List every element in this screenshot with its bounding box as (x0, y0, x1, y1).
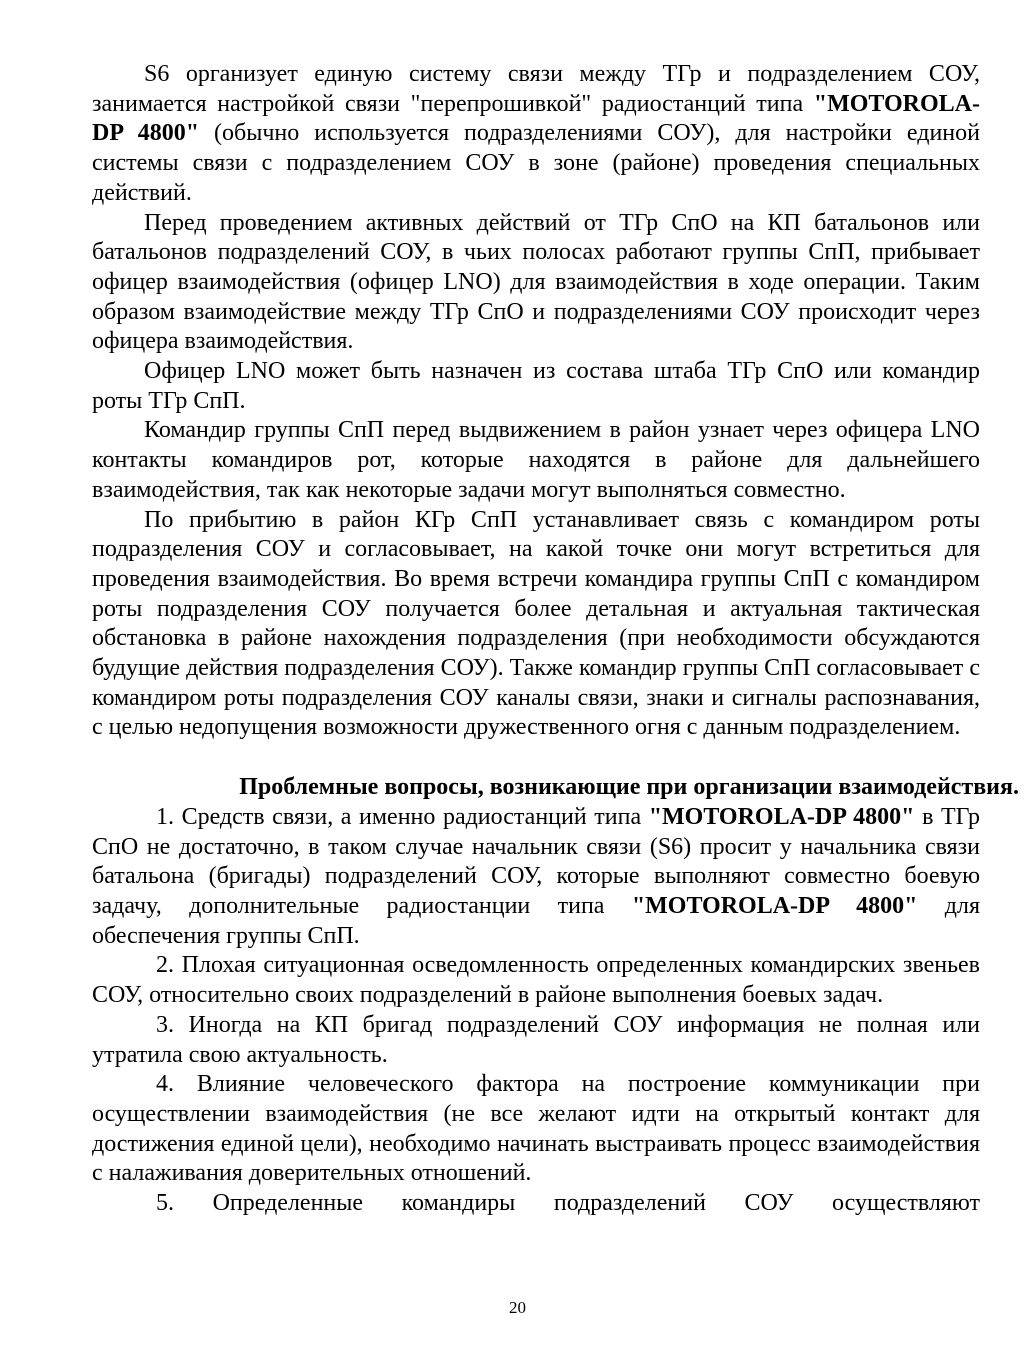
list-item-number: 1. (156, 803, 174, 830)
list-item-text: Иногда на КП бригад подразделений СОУ информация не полная или утратила свою актуальность. (92, 1011, 980, 1068)
paragraph-s6-communication (92, 60, 980, 209)
list-item-text: в ТГр СпО не достаточно, в таком случае начальник связи (S6) просит у начальника связи батальона (бригады) подразделений СОУ, которые выполняют совместно боевую задачу, дополнительные радиостанции типа (92, 803, 981, 919)
list-item-text: Влияние человеческого фактора на построение коммуникации при осуществлении взаимодействия (не все желают идти на открытый контакт для достижения единой цели), необходимо начинать выстраивать процесс взаимодействия с налаживания доверительных отношений. (92, 1071, 980, 1187)
list-item (92, 1011, 980, 1070)
paragraph-text: По прибытию в район КГр СпП устанавливает связь с командиром роты подразделения СОУ и согласовывает, на какой точке они могут встретиться для проведения взаимодействия. Во время встречи командира группы СпП с командиром роты подразделения СОУ получается более детальная и актуальная тактическая обстановка в районе нахождения подразделения (при необходимости обсуждаются будущие действия подразделения СОУ). Также командир группы СпП согласовывает с командиром роты подразделения СОУ каналы связи, знаки и сигналы распознавания, с целью недопущения возможности дружественного огня с данным подразделением. (92, 506, 980, 741)
list-item-text: Плохая ситуационная осведомленность определенных командирских звеньев СОУ, относительно своих подразделений в районе выполнения боевых задач. (92, 952, 980, 1009)
list-item (92, 1189, 980, 1219)
paragraph-text: Перед проведением активных действий от ТГр СпО на КП батальонов или батальонов подразделений СОУ, в чьих полосах работают группы СпП, прибывает офицер взаимодействия (офицер LNO) для взаимодействия в ходе операции. Таким образом взаимодействие между ТГр СпО и подразделениями СОУ происходит через офицера взаимодействия. (92, 209, 980, 355)
page-number: 20 (509, 1298, 526, 1317)
list-item (92, 803, 980, 952)
paragraph-lno-officer-arrival (92, 209, 980, 358)
paragraph-group-commander-contacts (92, 416, 980, 505)
list-item (92, 1070, 980, 1189)
document-body (92, 60, 1019, 1219)
paragraph-text: Офицер LNO может быть назначен из состава штаба ТГр СпО или командир роты ТГр СпП. (92, 358, 980, 414)
radio-model-bold: "MOTOROLA-DP 4800" (92, 90, 980, 147)
paragraph-arrival-coordination (92, 506, 980, 744)
list-item-number: 4. (156, 1071, 174, 1098)
list-item-text: Средств связи, а именно радиостанций типа (174, 803, 649, 830)
list-item-text: для обеспечения группы СпП. (92, 892, 980, 949)
list-item-number: 3. (156, 1011, 174, 1038)
paragraph-lno-appointment (92, 357, 980, 416)
list-item-number: 5. (156, 1190, 174, 1217)
section-heading: Проблемные вопросы, возникающие при организации взаимодействия. (239, 774, 1019, 801)
radio-model-bold: "MOTOROLA-DP 4800" (631, 892, 918, 919)
list-item-text: Определенные командиры подразделений СОУ осуществляют (174, 1190, 980, 1217)
paragraph-text: S6 организует единую систему связи между ТГр и подразделением СОУ, занимается настройкой связи "перепрошивкой" радиостанций типа (92, 61, 980, 117)
radio-model-bold: "MOTOROLA-DP 4800" (648, 803, 915, 830)
paragraph-text: Командир группы СпП перед выдвижением в район узнает через офицера LNO контакты командиров рот, которые находятся в районе для дальнейшего взаимодействия, так как некоторые задачи могут выполняться совместно. (92, 417, 980, 503)
paragraph-text: (обычно используется подразделениями СОУ), для настройки единой системы связи с подразделением СОУ в зоне (районе) проведения специальных действий. (92, 120, 980, 206)
list-item (92, 951, 980, 1010)
list-item-number: 2. (156, 952, 174, 979)
